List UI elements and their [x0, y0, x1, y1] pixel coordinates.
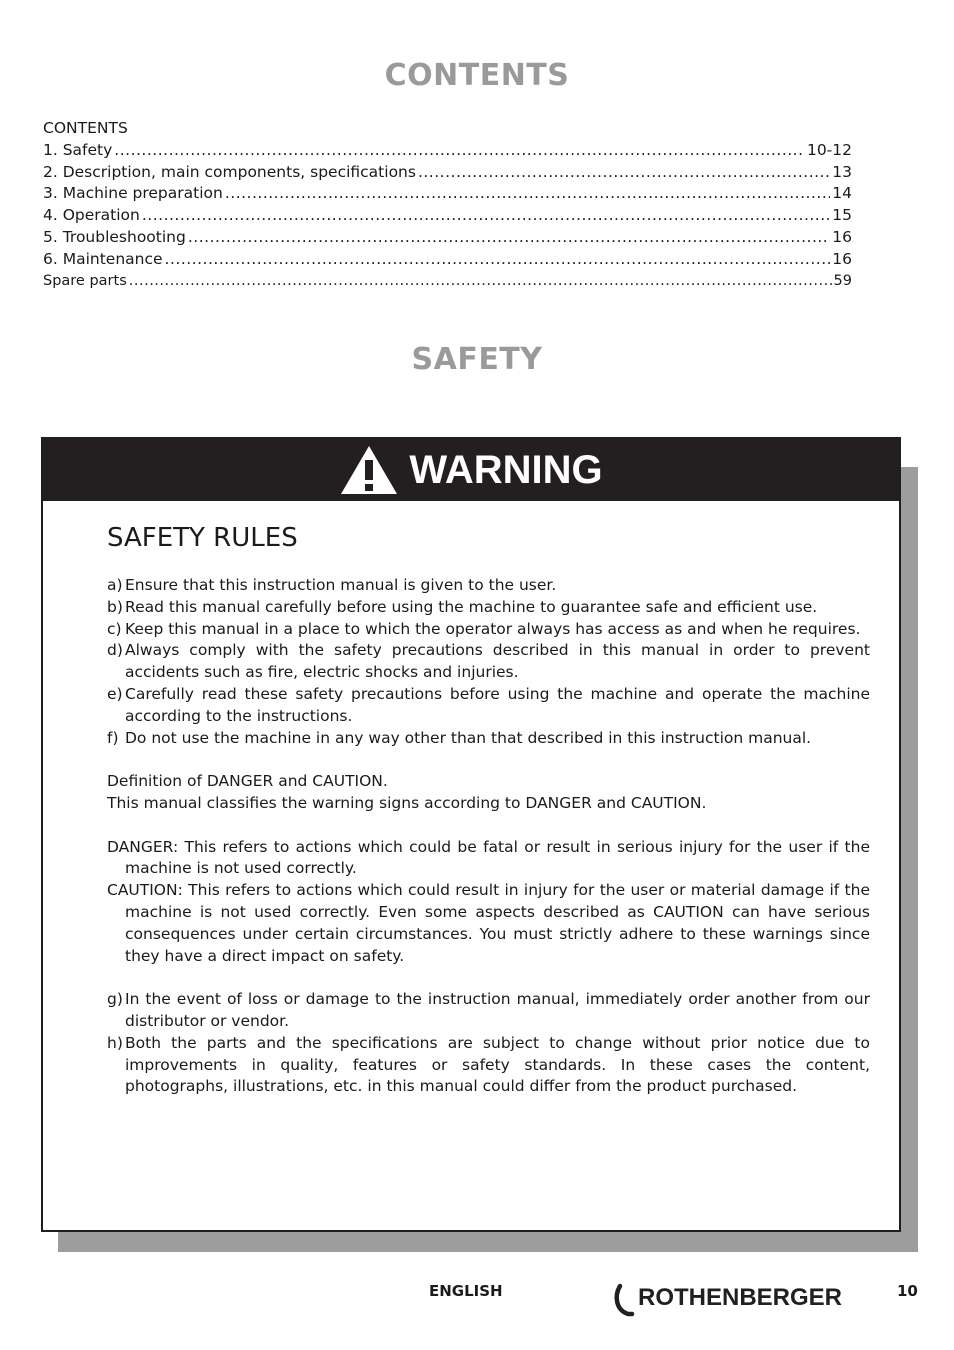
toc-entry-label: 3. Machine preparation	[43, 184, 223, 203]
footer-language: ENGLISH	[429, 1282, 503, 1300]
toc-entry-troubleshooting[interactable]	[43, 227, 852, 249]
rule-item: b) Read this manual carefully before using the machine to guarantee safe and efficient use.	[107, 597, 818, 616]
warning-triangle-icon	[339, 444, 399, 496]
toc-entry-label: 2. Description, main components, specifications	[43, 162, 416, 181]
definition-line: Definition of DANGER and CAUTION.	[107, 772, 388, 791]
toc-heading: CONTENTS	[43, 119, 128, 137]
toc-entry-page: 13	[832, 162, 852, 181]
toc-entry-label: 4. Operation	[43, 206, 140, 225]
contents-title: CONTENTS	[384, 58, 570, 93]
toc-entry-label: 1. Safety	[43, 140, 113, 159]
toc-entry-page: 16	[832, 249, 852, 268]
toc-entry-maintenance[interactable]	[43, 249, 852, 271]
toc-entry-label: 5. Troubleshooting	[43, 227, 186, 246]
toc-entry-spare-parts[interactable]	[43, 271, 852, 293]
rule-item: g) In the event of loss or damage to the instruction manual, immediately order another from our distributor or vendor.	[107, 990, 870, 1030]
rule-item: f) Do not use the machine in any way other than that described in this instruction manual.	[107, 728, 812, 747]
caution-definition: CAUTION: This refers to actions which could result in injury for the user or material damage if the machine is not used correctly. Even some aspects described as CAUTION can have serious consequences under certain circumstances. You must strictly adhere to these warnings since they have a direct impact on safety.	[107, 881, 870, 965]
svg-text:ROTHENBERGER: ROTHENBERGER	[638, 1284, 843, 1311]
definition-line: This manual classifies the warning signs according to DANGER and CAUTION.	[107, 793, 707, 812]
warning-box	[41, 437, 901, 1232]
warning-banner-text: WARNING	[409, 447, 603, 492]
toc-entry-safety[interactable]	[43, 140, 852, 162]
rothenberger-logo	[612, 1280, 857, 1320]
rule-item: c) Keep this manual in a place to which the operator always has access as and when he requires.	[107, 619, 861, 638]
toc-entry-description[interactable]	[43, 162, 852, 184]
toc-entry-label: Spare parts	[43, 272, 127, 289]
toc-entry-page: 14	[832, 184, 852, 203]
rule-item: d) Always comply with the safety precautions described in this manual in order to prevent accidents such as fire, electric shocks and injuries.	[107, 641, 870, 682]
safety-rules-body	[107, 575, 870, 1098]
page-number: 10	[897, 1282, 918, 1300]
toc-entry-page: 59	[833, 272, 852, 289]
toc-entry-operation[interactable]	[43, 205, 852, 227]
warning-banner	[43, 439, 899, 501]
rule-item: h) Both the parts and the specifications are subject to change without prior notice due to improvements in quality, features or safety standards. In these cases the content, photographs, illustrations, etc. in this manual could differ from the product purchased.	[107, 1033, 870, 1096]
toc-entry-page: 16	[832, 227, 852, 246]
safety-title: SAFETY	[411, 342, 543, 377]
toc-entry-page: 15	[832, 206, 852, 225]
toc-entry-label: 6. Maintenance	[43, 249, 163, 268]
safety-rules-title: SAFETY RULES	[107, 523, 298, 553]
toc-entry-page: 10-12	[806, 140, 852, 159]
rule-item: e) Carefully read these safety precautions before using the machine and operate the machine according to the instructions.	[107, 684, 870, 725]
toc-entry-machine-preparation[interactable]	[43, 183, 852, 205]
danger-definition: DANGER: This refers to actions which could be fatal or result in serious injury for the user if the machine is not used correctly.	[107, 837, 870, 878]
table-of-contents	[43, 118, 852, 292]
rule-item: a) Ensure that this instruction manual is given to the user.	[107, 576, 557, 594]
